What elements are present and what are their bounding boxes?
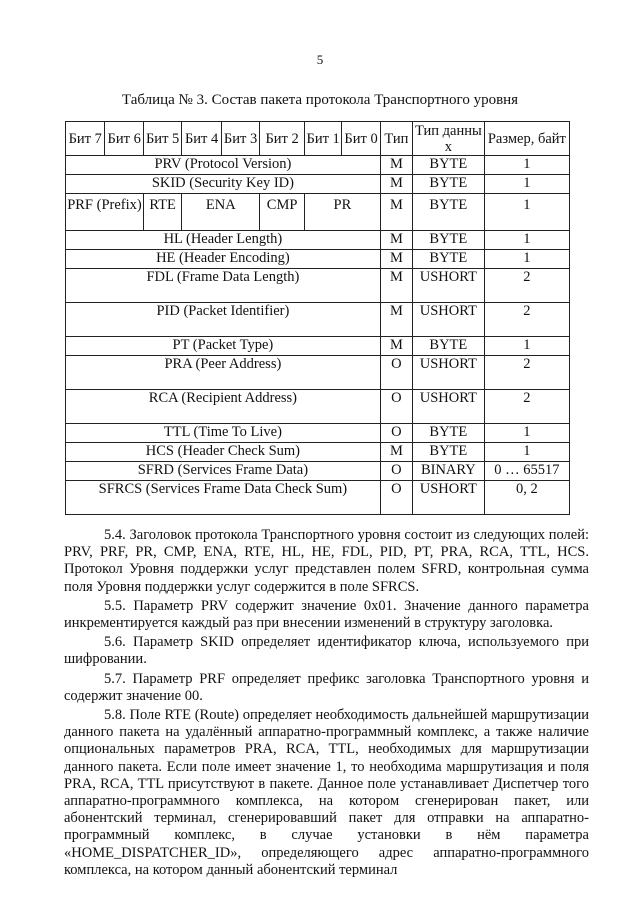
paragraph-5-4: 5.4. Заголовок протокола Транспортного уровня состоит из следующих полей: PRV, PRF, PR, CMP, ENA, RTE, HL, HE, FDL, PID, PT, PRA, RCA, TTL, HCS. Протокол Уровня поддержки услуг представлен полем SFRD, контрольная сумма поля Уровня поддержки услуг содержится в поле SFRCS. — [64, 527, 589, 595]
field-size: 1 — [484, 175, 569, 194]
table-row — [66, 424, 570, 443]
header-bit-1: Бит 1 — [304, 122, 341, 156]
field-name: PRV (Protocol Version) — [66, 156, 381, 175]
field-name: RCA (Recipient Address) — [66, 390, 381, 424]
table-row — [66, 303, 570, 337]
table-row — [66, 443, 570, 462]
field-name: HL (Header Length) — [66, 231, 381, 250]
field-name: HCS (Header Check Sum) — [66, 443, 381, 462]
field-type: O — [380, 424, 412, 443]
paragraph-5-8: 5.8. Поле RTE (Route) определяет необходимость дальнейшей маршрутизации данного пакета на удалённый аппаратно-программный комплекс, а также наличие опциональных параметров PRA, RCA, TTL, необходимых для маршрутизации данного пакета. Если поле имеет значение 1, то необходима маршрутизация и поля PRA, RCA, TTL присутствуют в пакете. Данное поле устанавливает Диспетчер того аппаратно-программного комплекса, на котором сгенерирован пакет, или абонентский терминал, сгенерировавший пакет для отправки на аппаратно-программный комплекс, в случае установки в нём параметра «HOME_DISPATCHER_ID», определяющего адрес аппаратно-программного комплекса, на котором данный абонентский терминал — [64, 707, 589, 878]
field-data-type: BYTE — [413, 337, 485, 356]
pr-cell: PR — [304, 194, 380, 231]
field-size: 1 — [484, 443, 569, 462]
field-type: O — [380, 462, 412, 481]
table-row — [66, 269, 570, 303]
field-data-type: USHORT — [413, 303, 485, 337]
field-type: M — [380, 443, 412, 462]
rte-cell: RTE — [143, 194, 181, 231]
field-name: PT (Packet Type) — [66, 337, 381, 356]
table-row-prf — [66, 194, 570, 231]
field-data-type: USHORT — [413, 390, 485, 424]
field-size: 2 — [484, 390, 569, 424]
field-size: 1 — [484, 337, 569, 356]
body-text — [64, 527, 589, 881]
cmp-cell: CMP — [260, 194, 305, 231]
field-name: PID (Packet Identifier) — [66, 303, 381, 337]
field-name: HE (Header Encoding) — [66, 250, 381, 269]
header-size: Размер, байт — [484, 122, 569, 156]
paragraph-5-6: 5.6. Параметр SKID определяет идентификатор ключа, используемого при шифровании. — [64, 634, 589, 668]
table-row — [66, 175, 570, 194]
header-bit-6: Бит 6 — [105, 122, 143, 156]
table-row — [66, 156, 570, 175]
packet-structure-table — [65, 121, 570, 515]
header-bit-0: Бит 0 — [342, 122, 380, 156]
field-data-type: BYTE — [413, 175, 485, 194]
field-type: O — [380, 390, 412, 424]
field-data-type: BYTE — [413, 156, 485, 175]
table-row — [66, 250, 570, 269]
field-type: O — [380, 481, 412, 515]
field-type: M — [380, 250, 412, 269]
table-row — [66, 356, 570, 390]
header-data-type: Тип данных — [413, 122, 485, 156]
table-header-row — [66, 122, 570, 156]
field-size: 0 … 65517 — [484, 462, 569, 481]
field-data-type: USHORT — [413, 356, 485, 390]
header-bit-2: Бит 2 — [260, 122, 305, 156]
field-data-type: BYTE — [413, 443, 485, 462]
field-name: FDL (Frame Data Length) — [66, 269, 381, 303]
table-row — [66, 481, 570, 515]
field-data-type: BYTE — [413, 231, 485, 250]
field-name: SFRCS (Services Frame Data Check Sum) — [66, 481, 381, 515]
table-row — [66, 231, 570, 250]
field-size: 2 — [484, 356, 569, 390]
table-caption: Таблица № 3. Состав пакета протокола Транспортного уровня — [121, 92, 519, 108]
field-size: 1 — [484, 156, 569, 175]
field-size: 1 — [484, 250, 569, 269]
field-type: M — [380, 303, 412, 337]
field-type: M — [380, 337, 412, 356]
field-data-type: BYTE — [413, 424, 485, 443]
ena-cell: ENA — [182, 194, 260, 231]
field-type: O — [380, 356, 412, 390]
header-bit-5: Бит 5 — [143, 122, 181, 156]
header-bit-4: Бит 4 — [182, 122, 221, 156]
field-size: 1 — [484, 424, 569, 443]
field-size: 0, 2 — [484, 481, 569, 515]
paragraph-5-7: 5.7. Параметр PRF определяет префикс заголовка Транспортного уровня и содержит значение 00. — [64, 670, 589, 704]
field-size: 2 — [484, 303, 569, 337]
header-bit-3: Бит 3 — [221, 122, 259, 156]
field-size: 1 — [484, 231, 569, 250]
field-type: M — [380, 175, 412, 194]
field-type: M — [380, 156, 412, 175]
field-name: TTL (Time To Live) — [66, 424, 381, 443]
table-row — [66, 390, 570, 424]
header-bit-7: Бит 7 — [66, 122, 105, 156]
field-size: 2 — [484, 269, 569, 303]
header-type: Тип — [380, 122, 412, 156]
field-data-type: BYTE — [413, 194, 485, 231]
field-name: SKID (Security Key ID) — [66, 175, 381, 194]
table-row — [66, 337, 570, 356]
field-data-type: USHORT — [413, 481, 485, 515]
field-name: PRA (Peer Address) — [66, 356, 381, 390]
field-size: 1 — [484, 194, 569, 231]
field-data-type: USHORT — [413, 269, 485, 303]
field-type: M — [380, 231, 412, 250]
table-row — [66, 462, 570, 481]
field-data-type: BYTE — [413, 250, 485, 269]
field-type: M — [380, 194, 412, 231]
paragraph-5-5: 5.5. Параметр PRV содержит значение 0x01. Значение данного параметра инкрементируется каждый раз при внесении изменений в структуру заголовка. — [64, 597, 589, 632]
page-number: 5 — [316, 52, 324, 67]
field-name: SFRD (Services Frame Data) — [66, 462, 381, 481]
field-type: M — [380, 269, 412, 303]
prf-cell: PRF (Prefix) — [66, 194, 144, 231]
field-data-type: BINARY — [413, 462, 485, 481]
